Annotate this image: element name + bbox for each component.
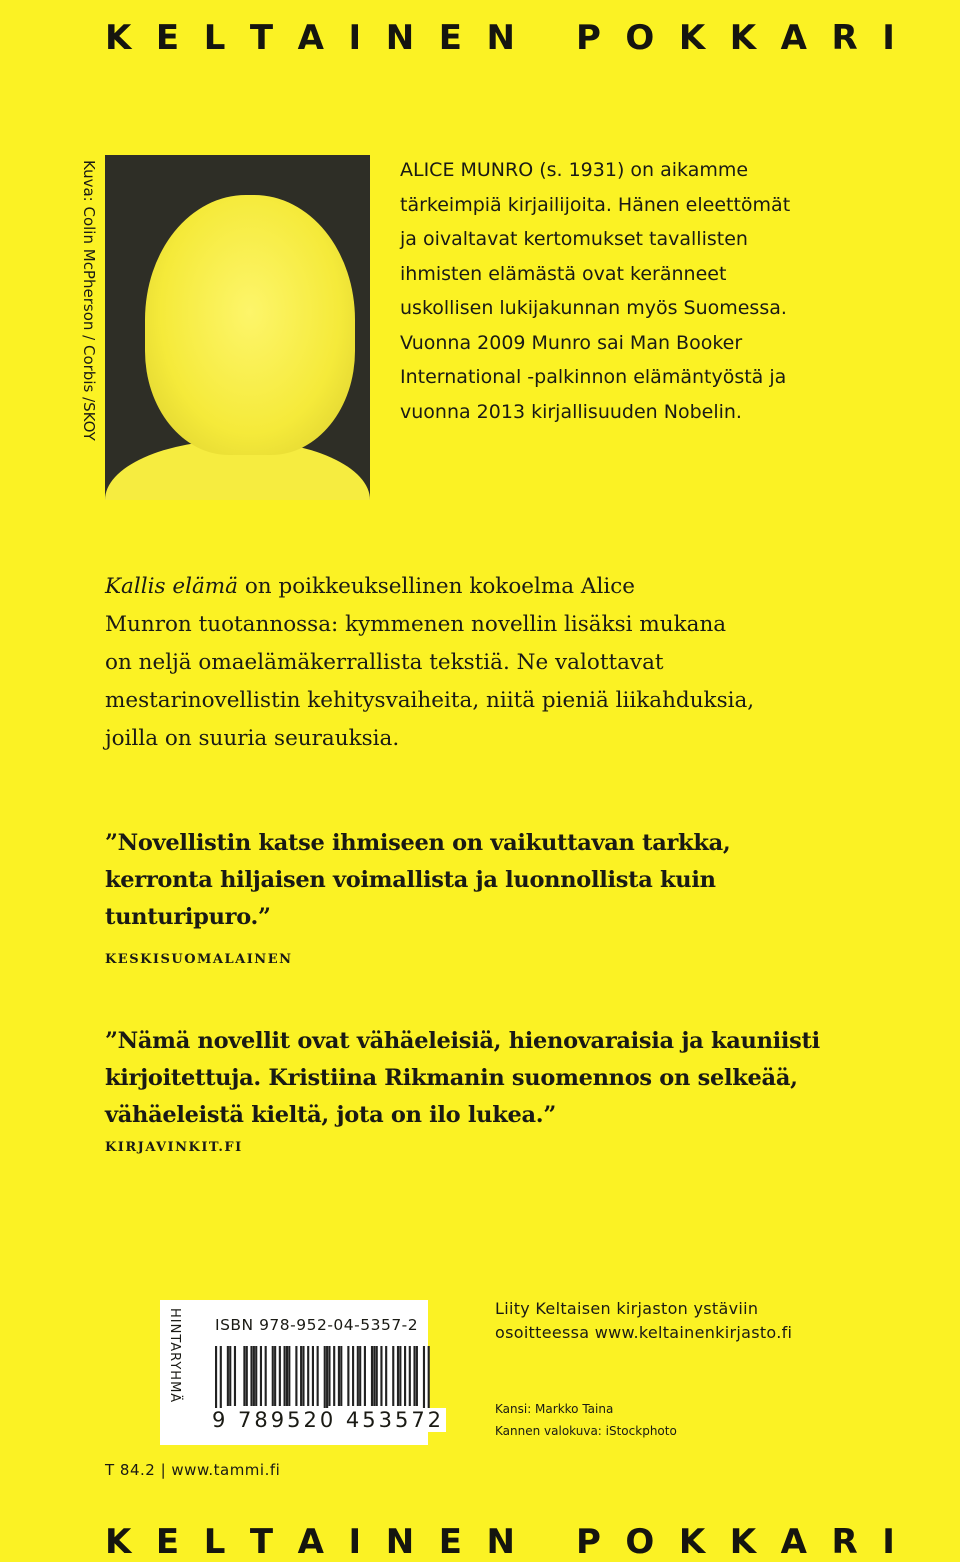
barcode-bar [340,1346,342,1406]
cover-photo-credit: Kannen valokuva: iStockphoto [495,1424,677,1438]
bio-line: ALICE MUNRO (s. 1931) on aikamme [400,159,749,181]
barcode-bar [300,1346,302,1406]
barcode-bar [404,1346,406,1406]
barcode-bar [359,1346,361,1406]
barcode-bar [328,1346,330,1406]
barcode-bar [307,1346,309,1406]
series-letter: K [105,18,132,58]
bio-line: uskollisen lukijakunnan myös Suomessa. [400,297,787,319]
barcode-bar [392,1346,394,1406]
series-letter: O [625,18,655,58]
description-line: on neljä omaelämäkerrallista tekstiä. Ne valottavat [105,650,664,675]
barcode-bar [284,1346,286,1406]
cover-credits [495,1398,677,1442]
barcode-bar [397,1346,399,1406]
photo-credit: Kuva: Colin McPherson / Corbis /SKOY [80,160,98,441]
series-letter: N [486,1522,515,1562]
description-text: on poikkeuksellinen kokoelma Alice [238,574,635,599]
quote-line: ”Novellistin katse ihmiseen on vaikuttavan tarkka, [105,830,731,856]
book-description [105,568,865,758]
bio-line: International -palkinnon elämäntyöstä ja [400,366,787,388]
review-quote-1 [105,825,865,936]
series-letter: N [385,18,415,58]
barcode-bar [423,1346,425,1416]
bio-line: vuonna 2013 kirjallisuuden Nobelin. [400,400,742,423]
quote-line: tunturipuro.” [105,904,271,930]
series-letter: E [438,18,462,58]
barcode-bar [279,1346,281,1406]
barcode-bar [376,1346,378,1406]
barcode-bar [413,1346,415,1406]
series-title-bottom [105,1522,895,1562]
barcode-bar [227,1346,229,1406]
barcode-bar [373,1346,375,1406]
ean-digits: 9 789520 453572 [212,1408,445,1432]
series-letter [540,18,552,58]
barcode-bar [220,1346,222,1416]
classification-publisher: T 84.2 | www.tammi.fi [105,1461,281,1479]
barcode-bar [428,1346,430,1416]
series-letter: A [297,1522,324,1562]
club-info [495,1297,792,1345]
barcode-bar [229,1346,231,1406]
series-title-top [105,18,895,58]
barcode-bar [295,1346,297,1406]
barcode-bar [312,1346,314,1406]
series-letter: L [203,1522,226,1562]
description-line [105,568,865,606]
barcode-bar [416,1346,418,1406]
isbn-text: ISBN 978-952-04-5357-2 [215,1316,419,1334]
series-letter: A [780,1522,807,1562]
series-letter: R [831,1522,858,1562]
series-letter: P [575,1522,601,1562]
club-line: Liity Keltaisen kirjaston ystäviin [495,1299,759,1318]
barcode-bar [272,1346,274,1406]
series-letter: T [249,1522,274,1562]
series-letter: A [780,18,807,58]
series-letter: K [729,18,757,58]
book-title: Kallis elämä [105,574,238,599]
cover-designer: Kansi: Markko Taina [495,1402,614,1416]
bio-line: Vuonna 2009 Munro sai Man Booker [400,331,743,354]
barcode [215,1346,430,1416]
barcode-bar [286,1346,288,1406]
barcode-bar [333,1346,335,1406]
series-letter: P [575,18,601,58]
series-letter: E [155,18,180,58]
series-letter [540,1522,552,1562]
series-letter: K [105,1522,132,1562]
series-letter: E [155,1522,180,1562]
series-letter: T [249,18,274,58]
barcode-bar [243,1346,245,1406]
barcode-bar [288,1346,290,1406]
author-photo [105,155,370,500]
description-line: Munron tuotannossa: kymmenen novellin lisäksi mukana [105,612,727,637]
barcode-bar [260,1346,262,1406]
bio-line: ihmisten elämästä ovat keränneet [400,262,727,285]
barcode-bar [380,1346,382,1406]
series-letter: N [486,18,515,58]
barcode-bar [338,1346,340,1406]
barcode-bar [302,1346,304,1406]
price-group-label: HINTARYHMÄ [167,1308,182,1404]
barcode-bar [250,1346,252,1406]
quote-line: kerronta hiljaisen voimallista ja luonnollista kuin [105,867,716,893]
barcode-bar [255,1346,257,1406]
description-line: mestarinovellistin kehitysvaiheita, niitä pieniä liikahduksia, [105,688,755,713]
quote-line: ”Nämä novellit ovat vähäeleisiä, hienovaraisia ja kauniisti [105,1028,820,1054]
photo-face [145,195,355,455]
series-letter: I [882,1522,895,1562]
series-letter: K [678,1522,706,1562]
barcode-bar [253,1346,255,1406]
bio-line: ja oivaltavat kertomukset tavallisten [400,228,748,250]
barcode-bar [265,1346,267,1406]
barcode-bar [326,1346,328,1416]
barcode-bar [246,1346,248,1406]
series-letter: N [385,1522,415,1562]
barcode-bar [317,1346,319,1406]
barcode-bar [399,1346,401,1406]
barcode-bar [215,1346,217,1416]
barcode-bar [352,1346,354,1406]
series-letter: K [729,1522,757,1562]
barcode-bar [234,1346,236,1406]
series-letter: I [348,18,362,58]
barcode-bar [347,1346,349,1406]
series-letter: E [438,1522,462,1562]
barcode-bar [371,1346,373,1406]
series-letter: K [678,18,706,58]
review-quote-2 [105,1023,865,1134]
series-letter: R [831,18,858,58]
club-url: osoitteessa www.keltainenkirjasto.fi [495,1323,793,1342]
barcode-bar [385,1346,387,1406]
barcode-bar [357,1346,359,1406]
barcode-bar [409,1346,411,1406]
series-letter: I [348,1522,362,1562]
barcode-bar [324,1346,326,1416]
review-source-2: KIRJAVINKIT.FI [105,1140,243,1155]
author-bio [400,153,860,429]
series-letter: A [297,18,324,58]
barcode-bar [364,1346,366,1406]
series-letter: O [625,1522,655,1562]
series-letter: I [882,18,895,58]
quote-line: vähäeleistä kieltä, jota on ilo lukea.” [105,1102,556,1128]
description-line: joilla on suuria seurauksia. [105,726,400,751]
barcode-bar [274,1346,276,1406]
quote-line: kirjoitettuja. Kristiina Rikmanin suomennos on selkeää, [105,1065,798,1091]
review-source-1: KESKISUOMALAINEN [105,952,293,967]
bio-line: tärkeimpiä kirjailijoita. Hänen eleettömät [400,193,791,216]
series-letter: L [203,18,226,58]
